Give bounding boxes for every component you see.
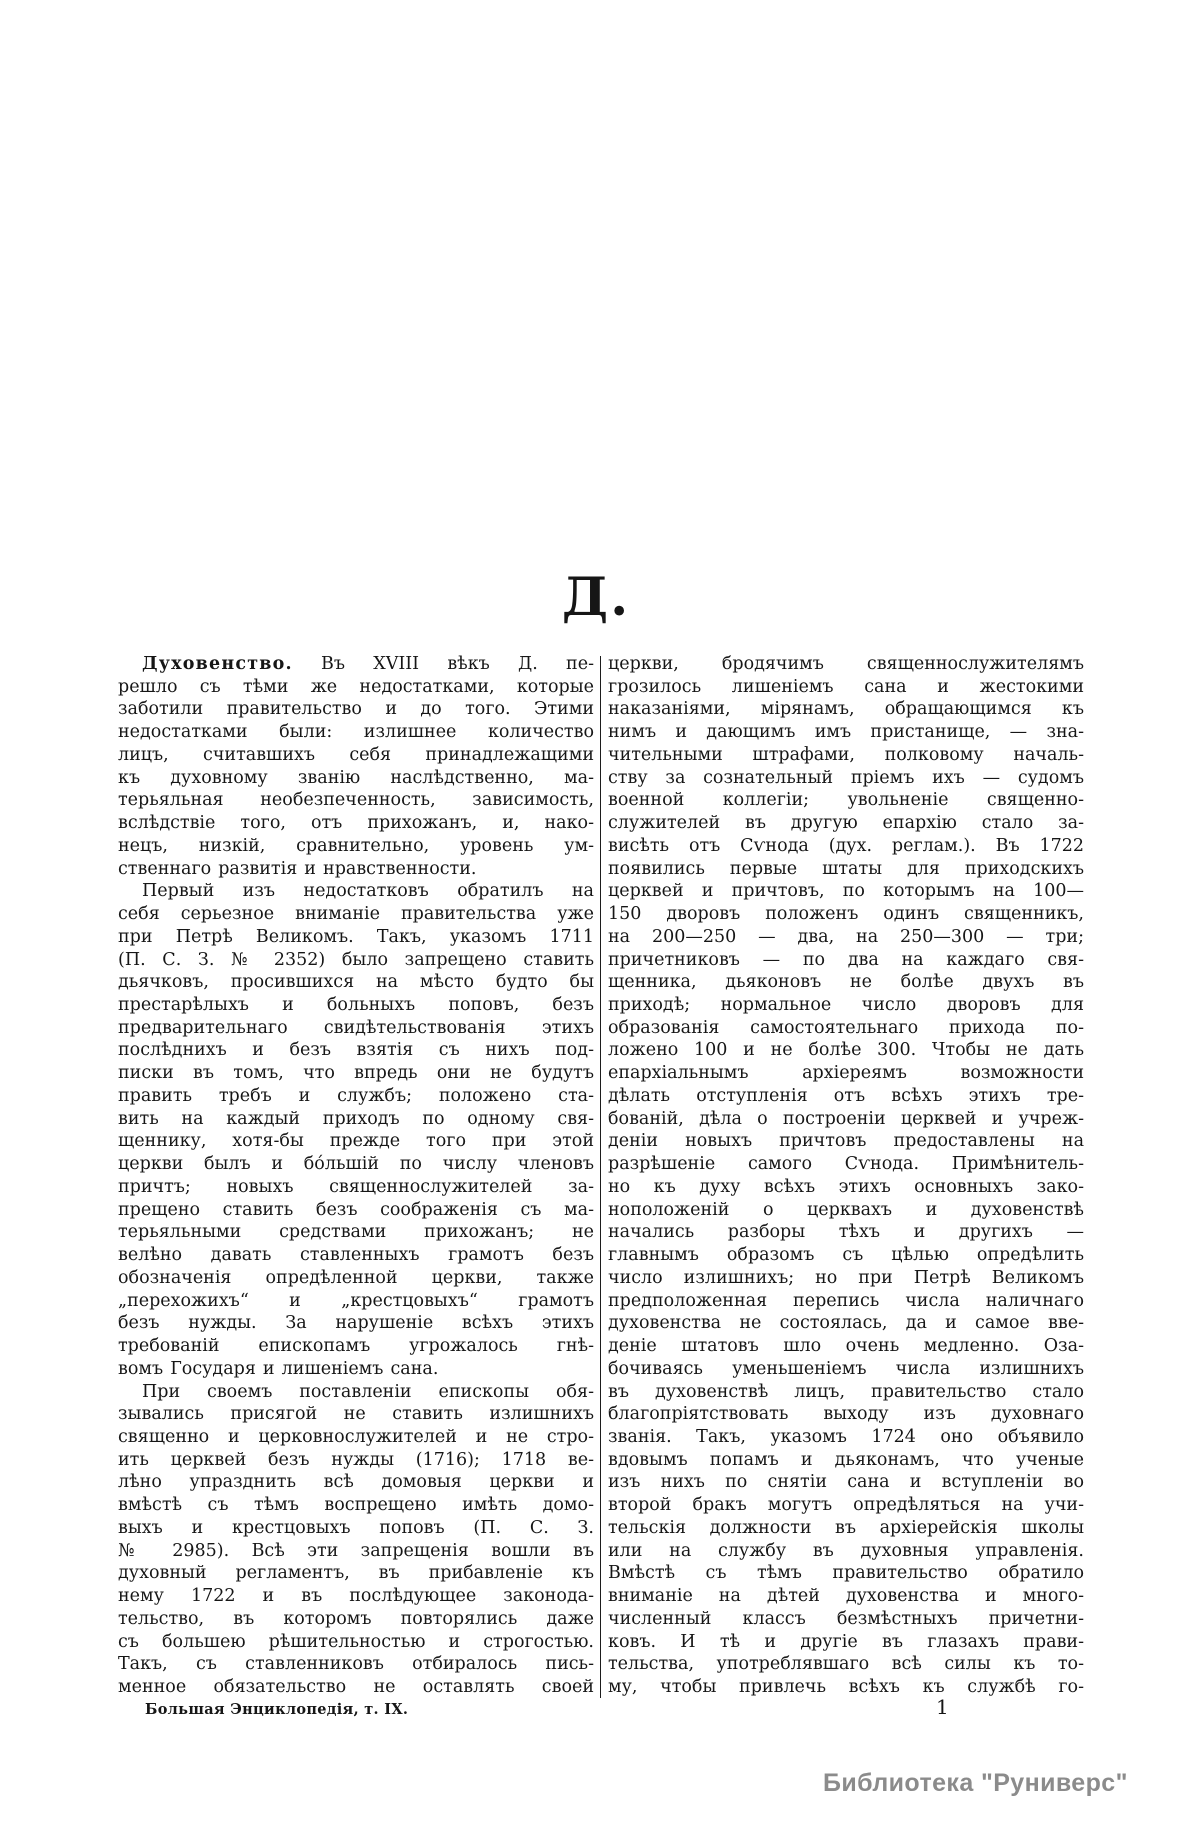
text-line bbox=[608, 1062, 1084, 1085]
text-line-content: При своемъ поставленіи епископы обя- bbox=[142, 1381, 594, 1402]
text-line bbox=[608, 1108, 1084, 1131]
text-line-content: второй бракъ могутъ опредѣляться на учи- bbox=[608, 1495, 1084, 1516]
text-line-content: ству за сознательный пріемъ ихъ — судомъ bbox=[608, 767, 1084, 788]
text-line-content: деніе штатовъ шло очень медленно. Оза- bbox=[608, 1336, 1084, 1357]
text-line-content: бованій, дѣла о построеніи церквей и учреж- bbox=[608, 1108, 1084, 1129]
text-line-content: прещено ставить безъ соображенія съ ма- bbox=[118, 1199, 594, 1220]
text-line bbox=[118, 1471, 594, 1494]
text-line bbox=[118, 949, 594, 972]
text-line bbox=[608, 1267, 1084, 1290]
text-line-content: приходѣ; нормальное число дворовъ для bbox=[608, 995, 1084, 1016]
text-line-content: на 200—250 — два, на 250—300 — три; bbox=[608, 926, 1084, 947]
text-line bbox=[608, 1653, 1084, 1676]
text-line bbox=[118, 653, 594, 676]
text-line-content: № 2985). Всѣ эти запрещенія вошли въ bbox=[118, 1540, 594, 1561]
text-line-content: Въ XVIII вѣкъ Д. пе- bbox=[321, 654, 594, 674]
text-line-content: вить на каждый приходъ по одному свя- bbox=[118, 1108, 594, 1129]
text-line-content: вниманіе на дѣтей духовенства и много- bbox=[608, 1586, 1084, 1607]
text-line-content: военной коллегіи; увольненіе священно- bbox=[608, 790, 1084, 811]
text-line-content: недостатками были: излишнее количество bbox=[118, 722, 594, 743]
footer-imprint: Большая Энциклопедія, т. IX. bbox=[145, 1701, 409, 1718]
text-line-content: образованія самостоятельнаго прихода по- bbox=[608, 1017, 1084, 1038]
text-line bbox=[118, 1358, 594, 1381]
article-text-block bbox=[118, 653, 1084, 1701]
text-line-content: обозначенія опредѣленной церкви, также bbox=[118, 1267, 594, 1288]
text-line bbox=[608, 835, 1084, 858]
text-line bbox=[118, 1199, 594, 1222]
text-line-content: разрѣшеніе самого Сѵнода. Примѣнитель- bbox=[608, 1154, 1084, 1175]
text-line-content: Первый изъ недостатковъ обратилъ на bbox=[142, 881, 594, 902]
text-line-content: му, чтобы привлечь всѣхъ къ службѣ го- bbox=[608, 1677, 1084, 1698]
text-line bbox=[118, 1108, 594, 1131]
text-line bbox=[118, 1403, 594, 1426]
text-line bbox=[608, 994, 1084, 1017]
text-line-content: менное обязательство не оставлять своей bbox=[118, 1677, 594, 1698]
text-line bbox=[118, 880, 594, 903]
text-line bbox=[608, 1039, 1084, 1062]
text-line bbox=[118, 1335, 594, 1358]
text-line-content: ложено 100 и не болѣе 300. Чтобы не дать bbox=[608, 1040, 1084, 1061]
text-line-content: дѣлать отступленія отъ всѣхъ этихъ тре- bbox=[608, 1085, 1084, 1106]
text-line-content: нецъ, низкій, сравнительно, уровень ум- bbox=[118, 835, 594, 856]
text-line-content: съ большею рѣшительностью и строгостью. bbox=[118, 1631, 594, 1652]
text-line bbox=[608, 676, 1084, 699]
text-line-content: править требъ и службъ; положено ста- bbox=[118, 1085, 594, 1106]
text-line-content: изъ нихъ по снятіи сана и вступленіи во bbox=[608, 1472, 1084, 1493]
text-line-content: тельскія должности въ архіерейскія школы bbox=[608, 1517, 1084, 1538]
left-column-text bbox=[118, 653, 594, 1699]
text-line bbox=[608, 1358, 1084, 1381]
text-line bbox=[118, 903, 594, 926]
text-line bbox=[118, 698, 594, 721]
text-line-content: послѣднихъ и безъ взятія съ нихъ под- bbox=[118, 1040, 594, 1061]
text-line-content: зывались присягой не ставить излишнихъ bbox=[118, 1404, 594, 1425]
text-line-content: чительными штрафами, полковому началь- bbox=[608, 744, 1084, 765]
text-line bbox=[608, 1221, 1084, 1244]
text-line bbox=[608, 1381, 1084, 1404]
text-line bbox=[118, 1494, 594, 1517]
text-line bbox=[118, 1312, 594, 1335]
text-line-content: званія. Такъ, указомъ 1724 оно объявило bbox=[608, 1426, 1084, 1447]
text-line-content: „перехожихъ“ и „крестцовыхъ“ грамотъ bbox=[118, 1290, 594, 1311]
text-line-content: дьячковъ, просившихся на мѣсто будто бы bbox=[118, 972, 594, 993]
text-line bbox=[608, 1631, 1084, 1654]
text-line bbox=[608, 1426, 1084, 1449]
text-line-content: терьяльная необезпеченность, зависимость, bbox=[118, 790, 594, 811]
text-line-content: вмѣстѣ съ тѣмъ воспрещено имѣть домо- bbox=[118, 1495, 594, 1516]
text-line bbox=[118, 858, 594, 881]
text-line-content: лицъ, считавшихъ себя принадлежащими bbox=[118, 744, 594, 765]
text-line-content: къ духовному званію наслѣдственно, ма- bbox=[118, 767, 594, 788]
text-line-content: писки въ томъ, что впредь они не будутъ bbox=[118, 1063, 594, 1084]
text-line-content: въ духовенствѣ лицъ, правительство стало bbox=[608, 1381, 1084, 1402]
text-line bbox=[608, 812, 1084, 835]
text-line-content: лѣно упразднить всѣ домовыя церкви и bbox=[118, 1472, 594, 1493]
text-line bbox=[608, 1494, 1084, 1517]
text-line bbox=[118, 767, 594, 790]
text-line bbox=[118, 1562, 594, 1585]
text-line-content: себя серьезное вниманіе правительства уже bbox=[118, 904, 594, 925]
text-line bbox=[118, 1244, 594, 1267]
text-line bbox=[608, 949, 1084, 972]
text-line-content: церкви былъ и бо́льшій по числу членовъ bbox=[118, 1154, 594, 1175]
text-line-content: но къ духу всѣхъ этихъ основныхъ зако- bbox=[608, 1176, 1084, 1197]
text-line bbox=[118, 721, 594, 744]
text-line bbox=[118, 1540, 594, 1563]
text-line bbox=[118, 1653, 594, 1676]
library-watermark: Библиотека "Руниверс" bbox=[823, 1769, 1128, 1797]
text-line-content: при Петрѣ Великомъ. Такъ, указомъ 1711 bbox=[118, 926, 594, 947]
text-line-content: терьяльными средствами прихожанъ; не bbox=[118, 1222, 594, 1243]
text-line bbox=[118, 744, 594, 767]
text-line-content: заботили правительство и до того. Этими bbox=[118, 699, 594, 720]
text-line bbox=[608, 1403, 1084, 1426]
text-line bbox=[608, 1471, 1084, 1494]
column-divider-rule bbox=[600, 656, 601, 1698]
text-line bbox=[608, 1676, 1084, 1699]
text-line-content: вдовымъ попамъ и дьяконамъ, что ученые bbox=[608, 1449, 1084, 1470]
text-line-content: престарѣлыхъ и больныхъ поповъ, безъ bbox=[118, 995, 594, 1016]
text-line-content: щеннику, хотя-бы прежде того при этой bbox=[118, 1131, 594, 1152]
text-line bbox=[118, 1381, 594, 1404]
text-line bbox=[118, 1290, 594, 1313]
text-line bbox=[118, 1221, 594, 1244]
text-line-content: церквей и причтовъ, по которымъ на 100— bbox=[608, 881, 1084, 902]
text-line bbox=[118, 1676, 594, 1699]
text-line bbox=[608, 858, 1084, 881]
text-line bbox=[608, 1312, 1084, 1335]
text-line-content: благопріятствовать выходу изъ духовнаго bbox=[608, 1404, 1084, 1425]
article-title: Духовенство. bbox=[142, 654, 293, 674]
text-line bbox=[608, 971, 1084, 994]
text-line bbox=[608, 1585, 1084, 1608]
text-line bbox=[118, 1176, 594, 1199]
text-line bbox=[118, 1039, 594, 1062]
text-line-content: главнымъ образомъ съ цѣлью опредѣлить bbox=[608, 1245, 1084, 1266]
text-line bbox=[608, 1290, 1084, 1313]
text-line bbox=[118, 676, 594, 699]
text-line-content: число излишнихъ; но при Петрѣ Великомъ bbox=[608, 1267, 1084, 1288]
text-line-content: причетниковъ — по два на каждаго свя- bbox=[608, 949, 1084, 970]
text-line bbox=[118, 812, 594, 835]
page-number: 1 bbox=[936, 1695, 949, 1719]
text-line-content: вслѣдствіе того, отъ прихожанъ, и, нако- bbox=[118, 813, 594, 834]
text-line bbox=[608, 926, 1084, 949]
text-line bbox=[118, 1449, 594, 1472]
text-line-content: тельства, употреблявшаго всѣ силы къ то- bbox=[608, 1654, 1084, 1675]
text-line-content: ковъ. И тѣ и другіе въ глазахъ прави- bbox=[608, 1631, 1084, 1652]
text-line-content: Такъ, съ ставленниковъ отбиралось пись- bbox=[118, 1654, 594, 1675]
text-line-content: грозилось лишеніемъ сана и жестокими bbox=[608, 676, 1084, 697]
text-line bbox=[118, 1517, 594, 1540]
text-line bbox=[608, 767, 1084, 790]
text-line-content: требованій епископамъ угрожалось гнѣ- bbox=[118, 1336, 594, 1357]
text-line bbox=[118, 1153, 594, 1176]
text-line-content: духовенства не состоялась, да и самое вве- bbox=[608, 1313, 1084, 1334]
text-line-content: начались разборы тѣхъ и другихъ — bbox=[608, 1222, 1084, 1243]
text-line bbox=[608, 1608, 1084, 1631]
text-line-content: (П. С. З. № 2352) было запрещено ставить bbox=[118, 949, 594, 970]
text-line bbox=[608, 1449, 1084, 1472]
text-line-content: безъ нужды. За нарушеніе всѣхъ этихъ bbox=[118, 1313, 594, 1334]
text-line bbox=[118, 994, 594, 1017]
text-line-content: щенника, дьяконовъ не болѣе двухъ въ bbox=[608, 972, 1084, 993]
text-line bbox=[608, 789, 1084, 812]
text-line-content: церкви, бродячимъ священнослужителямъ bbox=[608, 654, 1084, 674]
text-line bbox=[608, 1540, 1084, 1563]
text-line bbox=[118, 835, 594, 858]
text-line-content: причтъ; новыхъ священнослужителей за- bbox=[118, 1176, 594, 1197]
text-line-content: нему 1722 и въ послѣдующее законода- bbox=[118, 1586, 594, 1607]
text-line-content: нимъ и дающимъ имъ пристанище, — зна- bbox=[608, 722, 1084, 743]
text-line bbox=[608, 1017, 1084, 1040]
text-line-content: духовный регламентъ, въ прибавленіе къ bbox=[118, 1563, 594, 1584]
section-letter-heading: Д. bbox=[561, 567, 631, 628]
text-line bbox=[118, 1426, 594, 1449]
text-line bbox=[118, 926, 594, 949]
text-line bbox=[608, 1085, 1084, 1108]
text-line bbox=[118, 1130, 594, 1153]
text-line-content: 150 дворовъ положенъ одинъ священникъ, bbox=[608, 904, 1084, 925]
text-line-content: появились первые штаты для приходскихъ bbox=[608, 858, 1084, 879]
text-line bbox=[608, 653, 1084, 676]
text-line bbox=[608, 698, 1084, 721]
text-line bbox=[608, 903, 1084, 926]
text-line bbox=[608, 1562, 1084, 1585]
text-line bbox=[608, 744, 1084, 767]
text-line-content: выхъ и крестцовыхъ поповъ (П. С. З. bbox=[118, 1517, 594, 1538]
text-line bbox=[608, 1176, 1084, 1199]
text-line bbox=[118, 1608, 594, 1631]
text-line-content: Вмѣстѣ съ тѣмъ правительство обратило bbox=[608, 1563, 1084, 1584]
text-line bbox=[608, 1199, 1084, 1222]
text-line bbox=[608, 1153, 1084, 1176]
text-line bbox=[608, 721, 1084, 744]
text-line-content: предположенная перепись числа наличнаго bbox=[608, 1290, 1084, 1311]
text-line bbox=[118, 971, 594, 994]
text-line-content: численный классъ безмѣстныхъ причетни- bbox=[608, 1608, 1084, 1629]
text-line-content: священно и церковнослужителей и не стро- bbox=[118, 1426, 594, 1447]
text-line bbox=[118, 1017, 594, 1040]
text-line-content: или на службу въ духовныя управленія. bbox=[608, 1540, 1084, 1561]
text-line-content: бочиваясь уменьшеніемъ числа излишнихъ bbox=[608, 1358, 1084, 1379]
text-line bbox=[608, 1130, 1084, 1153]
text-line-content: велѣно давать ставленныхъ грамотъ безъ bbox=[118, 1245, 594, 1266]
text-line bbox=[118, 1267, 594, 1290]
text-line bbox=[118, 1631, 594, 1654]
text-line-content: деніи новыхъ причтовъ предоставлены на bbox=[608, 1131, 1084, 1152]
right-column-text bbox=[608, 653, 1084, 1699]
text-line bbox=[608, 1517, 1084, 1540]
text-line bbox=[118, 1585, 594, 1608]
text-line-content: решло съ тѣми же недостатками, которые bbox=[118, 676, 594, 697]
text-line bbox=[118, 1062, 594, 1085]
text-line-content: служителей въ другую епархію стало за- bbox=[608, 813, 1084, 834]
text-line-content: вомъ Государя и лишеніемъ сана. bbox=[118, 1358, 439, 1379]
text-line-content: наказаніями, мірянамъ, обращающимся къ bbox=[608, 699, 1084, 720]
text-line bbox=[608, 880, 1084, 903]
text-line bbox=[118, 789, 594, 812]
text-line-content: епархіальнымъ архіереямъ возможности bbox=[608, 1063, 1084, 1084]
text-line-content: висѣть отъ Сѵнода (дух. реглам.). Въ 1722 bbox=[608, 835, 1084, 856]
text-line bbox=[608, 1335, 1084, 1358]
text-line-content: ственнаго развитія и нравственности. bbox=[118, 858, 477, 879]
text-line-content: ноположеній о церквахъ и духовенствѣ bbox=[608, 1199, 1084, 1220]
text-line bbox=[118, 1085, 594, 1108]
text-line bbox=[608, 1244, 1084, 1267]
text-line-content: ить церквей безъ нужды (1716); 1718 ве- bbox=[118, 1449, 594, 1470]
text-line-content: тельство, въ которомъ повторялись даже bbox=[118, 1608, 594, 1629]
text-line-content: предварительнаго свидѣтельствованія этихъ bbox=[118, 1017, 594, 1038]
